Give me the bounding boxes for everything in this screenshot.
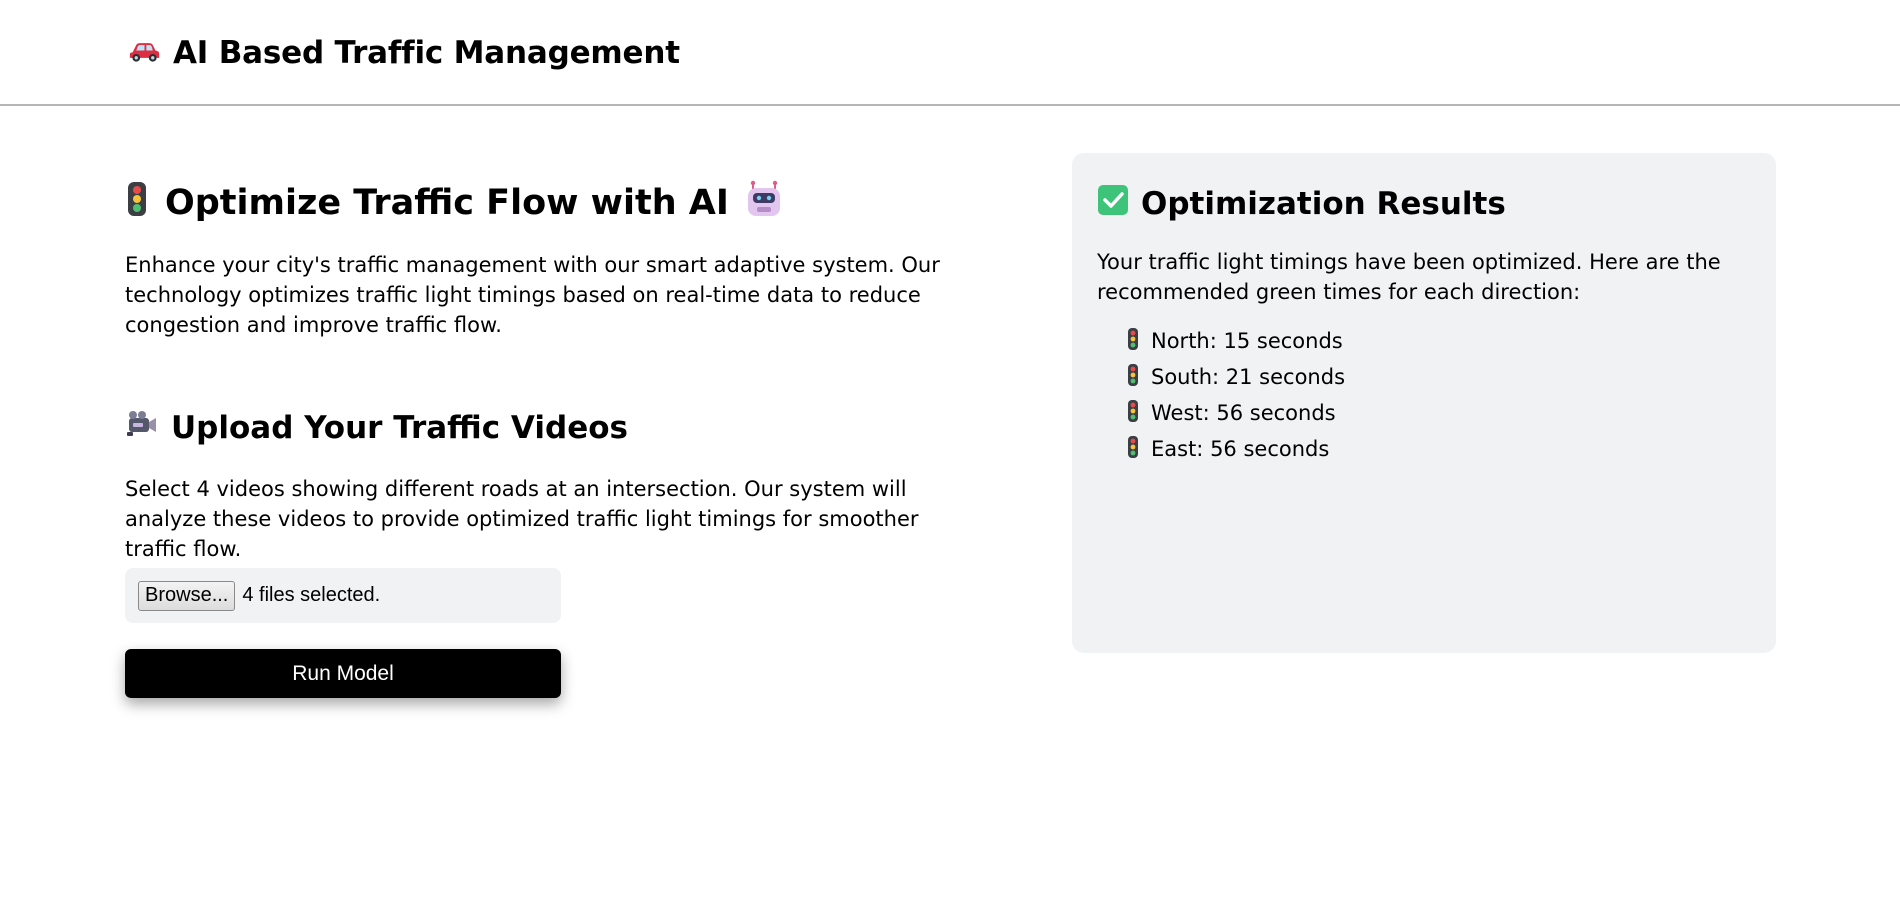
top-header xyxy=(0,0,1900,106)
results-title: Optimization Results xyxy=(1141,186,1506,222)
upload-title: Upload Your Traffic Videos xyxy=(171,410,628,446)
browse-button[interactable]: Browse... xyxy=(138,581,235,611)
hero-section xyxy=(125,180,975,340)
results-description: Your traffic light timings have been optimized. Here are the recommended green times for each direction: xyxy=(1097,250,1721,304)
timing-west: West: 56 seconds xyxy=(1151,401,1336,425)
robot-icon xyxy=(745,180,783,227)
timing-south: South: 21 seconds xyxy=(1151,365,1346,389)
video-camera-icon xyxy=(125,409,159,447)
traffic-light-icon xyxy=(125,181,149,226)
traffic-light-icon xyxy=(1127,400,1139,427)
list-item xyxy=(1127,323,1751,359)
list-item xyxy=(1127,359,1751,395)
traffic-light-icon xyxy=(1127,364,1139,391)
upload-description: Select 4 videos showing different roads at an intersection. Our system will analyze these videos to provide optimized traffic light timings for smoother traffic flow. xyxy=(125,477,919,561)
timing-list xyxy=(1097,323,1751,467)
car-icon xyxy=(128,34,161,71)
hero-description: Enhance your city's traffic management with our smart adaptive system. Our technology optimizes traffic light timings based on real-time data to reduce congestion and improve traffic flow. xyxy=(125,253,940,337)
results-heading xyxy=(1097,181,1751,227)
timing-north: North: 15 seconds xyxy=(1151,329,1343,353)
check-box-icon xyxy=(1097,184,1129,224)
list-item xyxy=(1127,431,1751,467)
file-selection-status: 4 files selected. xyxy=(242,584,381,606)
upload-heading xyxy=(125,406,975,450)
timing-east: East: 56 seconds xyxy=(1151,437,1330,461)
traffic-light-icon xyxy=(1127,328,1139,355)
app-title: AI Based Traffic Management xyxy=(173,34,680,71)
upload-section xyxy=(125,406,975,564)
file-input[interactable] xyxy=(125,568,561,623)
results-panel xyxy=(1072,153,1776,653)
hero-heading xyxy=(125,180,975,226)
traffic-light-icon xyxy=(1127,436,1139,463)
run-model-button[interactable]: Run Model xyxy=(125,649,561,698)
hero-title: Optimize Traffic Flow with AI xyxy=(165,183,729,223)
brand xyxy=(128,34,680,71)
list-item xyxy=(1127,395,1751,431)
